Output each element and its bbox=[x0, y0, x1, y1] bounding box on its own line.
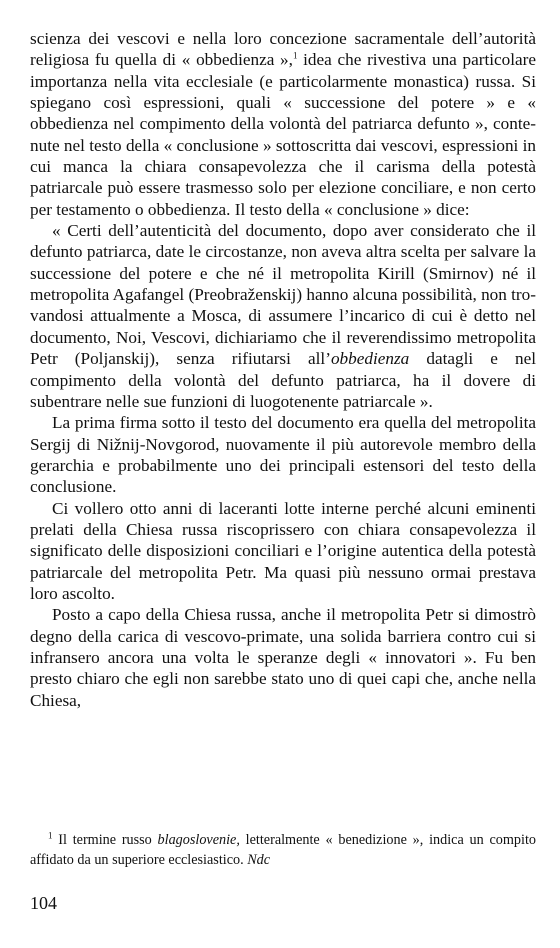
quote-emphasis: obbedienza bbox=[330, 349, 410, 369]
page-number: 104 bbox=[30, 893, 57, 913]
footnote-mark: 1 bbox=[48, 830, 53, 841]
footnote-text-a: Il termine russo bbox=[52, 832, 158, 848]
page-body bbox=[30, 28, 536, 711]
footnote bbox=[30, 830, 536, 870]
paragraph-4: Ci vollero otto anni di laceranti lotte interne perché alcuni eminenti prelati della Chiesa russa riscoprissero con chiara consapevolezza il significato delle disposizioni conciliari e l’origine autentica della potestà patriarcale del metropolita Petr. Ma quasi più nessuno ormai prestava loro ascolto. bbox=[30, 498, 536, 603]
body-text bbox=[30, 28, 536, 711]
quoted-paragraph bbox=[30, 220, 536, 412]
quote-text-a: « Certi dell’autenticità del documento, dopo aver considerato che il defunto patriarca, date le circostanze, non aveva altra scelta per salvare la successione del potere e che né il metropolita Kirill (Smirnov) né il metropolita Agafangel (Preobraženskij) hanno alcuna possibilità, non trovandosi attualmente a Mosca, di assumere l’incarico di cui è detto nel documento, Noi, Vescovi, dichiariamo che il reverendissimo metropolita Petr (Poljanskij), senza rifiutarsi all’ bbox=[30, 221, 536, 369]
paragraph-5: Posto a capo della Chiesa russa, anche il metropolita Petr si dimostrò degno della carica di vescovo-primate, una solida barriera contro cui si infransero ancora una volta le speranze degli « innovatori ». Fu ben presto chiaro che egli non sarebbe stato uno di quei capi che, anche nella Chiesa, bbox=[30, 605, 536, 710]
paragraph-1-text-a: scienza dei vescovi e nella loro concezione sacramentale dell’autorità religiosa fu quella di « obbedienza », bbox=[30, 29, 536, 70]
quote-text-b: datagli e nel compimento della volontà del defunto patriarca, ha il dovere di subentrare nelle sue funzioni di luogotenente patriarcale ». bbox=[30, 349, 536, 411]
footnote-text bbox=[30, 830, 536, 870]
footnote-ndc: Ndc bbox=[247, 852, 271, 868]
paragraph-3: La prima firma sotto il testo del documento era quella del metropolita Sergij di Nižnij-Novgorod, nuovamente il più autorevole membro della gerarchia e probabilmente uno dei principali estensori del testo della conclusione. bbox=[30, 413, 536, 497]
paragraph-1-text-b: idea che rivestiva una particolare importanza nella vita ecclesiale (e particolarmente monastica) russa. Si spiegano così espressioni, quali « successione del potere » e « obbedienza nel compimento della volontà del patriarca defunto », contenute nel testo della « conclusione » sottoscritta dai vescovi, espressioni in cui manca la chiara consapevolezza che il carisma della potestà patriarcale può essere trasmesso solo per elezione conciliare, e non certo per testamento o obbedienza. Il testo della « conclusione » dice: bbox=[30, 50, 536, 219]
footnote-term: blagoslovenie, bbox=[157, 832, 240, 848]
footnote-reference: 1 bbox=[292, 50, 298, 61]
footnote-text-b: letteralmente « benedizione », indica un compito affidato da un superiore ecclesiastico. bbox=[30, 832, 536, 868]
paragraph-1 bbox=[30, 28, 536, 220]
